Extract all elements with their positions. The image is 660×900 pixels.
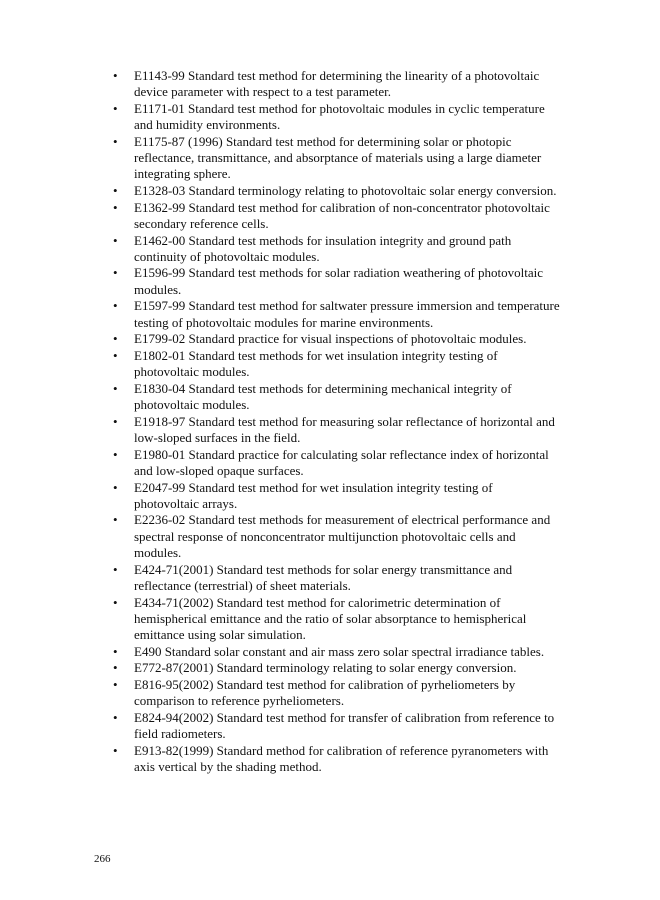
bullet: •	[113, 677, 118, 693]
list-item	[110, 512, 560, 561]
bullet: •	[113, 446, 118, 462]
page-number: 266	[94, 853, 111, 865]
list-item	[110, 710, 560, 742]
bullet: •	[113, 265, 118, 281]
list-item	[110, 644, 560, 660]
list-item-text: E1918-97 Standard test method for measuring solar reflectance of horizontal and low-sloped surfaces in the field.	[134, 413, 555, 445]
bullet: •	[113, 561, 118, 577]
bullet: •	[113, 68, 118, 83]
list-item-text: E424-71(2001) Standard test methods for solar energy transmittance and reflectance (terrestrial) of sheet materials.	[134, 561, 513, 593]
list-item-text: E434-71(2002) Standard test method for calorimetric determination of hemispherical emittance and the ratio of solar absorptance to hemispherical emittance using solar simulation.	[134, 594, 527, 642]
bullet: •	[113, 742, 118, 758]
list-item-text: E1143-99 Standard test method for determining the linearity of a photovoltaic device parameter with respect to a test parameter.	[134, 68, 540, 100]
list-item-text: E1596-99 Standard test methods for solar radiation weathering of photovoltaic modules.	[134, 265, 544, 297]
list-item-text: E816-95(2002) Standard test method for calibration of pyrheliometers by comparison to reference pyrheliometers.	[134, 677, 516, 709]
list-item-text: E2236-02 Standard test methods for measurement of electrical performance and spectral response of nonconcentrator multijunction photovoltaic cells and modules.	[134, 512, 551, 560]
list-item	[110, 381, 560, 413]
bullet: •	[113, 331, 118, 347]
list-item-text: E772-87(2001) Standard terminology relating to solar energy conversion.	[134, 660, 517, 676]
list-item-text: E1328-03 Standard terminology relating to photovoltaic solar energy conversion.	[134, 182, 557, 198]
list-item-text: E1980-01 Standard practice for calculating solar reflectance index of horizontal and low-sloped opaque surfaces.	[134, 446, 549, 478]
list-item	[110, 134, 560, 183]
list-item-text: E913-82(1999) Standard method for calibration of reference pyranometers with axis vertical by the shading method.	[134, 742, 549, 775]
list-item	[110, 348, 560, 380]
bullet: •	[113, 479, 118, 495]
list-item	[110, 562, 560, 594]
list-item	[110, 298, 560, 330]
bullet: •	[113, 100, 118, 116]
list-item-text: E1175-87 (1996) Standard test method for determining solar or photopic reflectance, transmittance, and absorptance of materials using a large diameter integrating sphere.	[134, 133, 542, 182]
list-item	[110, 595, 560, 644]
bullet: •	[113, 133, 118, 149]
list-item-text: E2047-99 Standard test method for wet insulation integrity testing of photovoltaic arrays.	[134, 479, 493, 511]
list-item	[110, 233, 560, 265]
bullet: •	[113, 347, 118, 363]
list-item	[110, 414, 560, 446]
list-item	[110, 265, 560, 297]
list-item-text: E824-94(2002) Standard test method for transfer of calibration from reference to field radiometers.	[134, 709, 555, 742]
bullet: •	[113, 413, 118, 429]
bullet: •	[113, 643, 118, 659]
bullet: •	[113, 709, 118, 725]
list-item-text: E1462-00 Standard test methods for insulation integrity and ground path continuity of photovoltaic modules.	[134, 232, 512, 264]
list-item	[110, 447, 560, 479]
bullet: •	[113, 594, 118, 610]
list-item	[110, 480, 560, 512]
bullet: •	[113, 199, 118, 215]
standards-list	[110, 68, 560, 776]
list-item	[110, 101, 560, 133]
bullet: •	[113, 232, 118, 248]
list-item-text: E1597-99 Standard test method for saltwater pressure immersion and temperature testing of photovoltaic modules for marine environments.	[134, 298, 560, 330]
list-item	[110, 660, 560, 676]
bullet: •	[113, 380, 118, 396]
bullet: •	[113, 298, 118, 314]
list-item-text: E490 Standard solar constant and air mass zero solar spectral irradiance tables.	[134, 643, 545, 659]
list-item-text: E1802-01 Standard test methods for wet insulation integrity testing of photovoltaic modules.	[134, 347, 498, 380]
bullet: •	[113, 512, 118, 528]
list-item	[110, 183, 560, 199]
list-item	[110, 331, 560, 347]
bullet: •	[113, 182, 118, 198]
list-item-text: E1171-01 Standard test method for photovoltaic modules in cyclic temperature and humidity environments.	[134, 100, 545, 133]
list-item	[110, 200, 560, 232]
list-item	[110, 68, 560, 100]
list-item-text: E1799-02 Standard practice for visual inspections of photovoltaic modules.	[134, 331, 527, 347]
list-item-text: E1830-04 Standard test methods for determining mechanical integrity of photovoltaic modules.	[134, 380, 512, 413]
list-item	[110, 677, 560, 709]
list-item-text: E1362-99 Standard test method for calibration of non-concentrator photovoltaic secondary reference cells.	[134, 199, 550, 231]
bullet: •	[113, 660, 118, 676]
list-item	[110, 743, 560, 775]
